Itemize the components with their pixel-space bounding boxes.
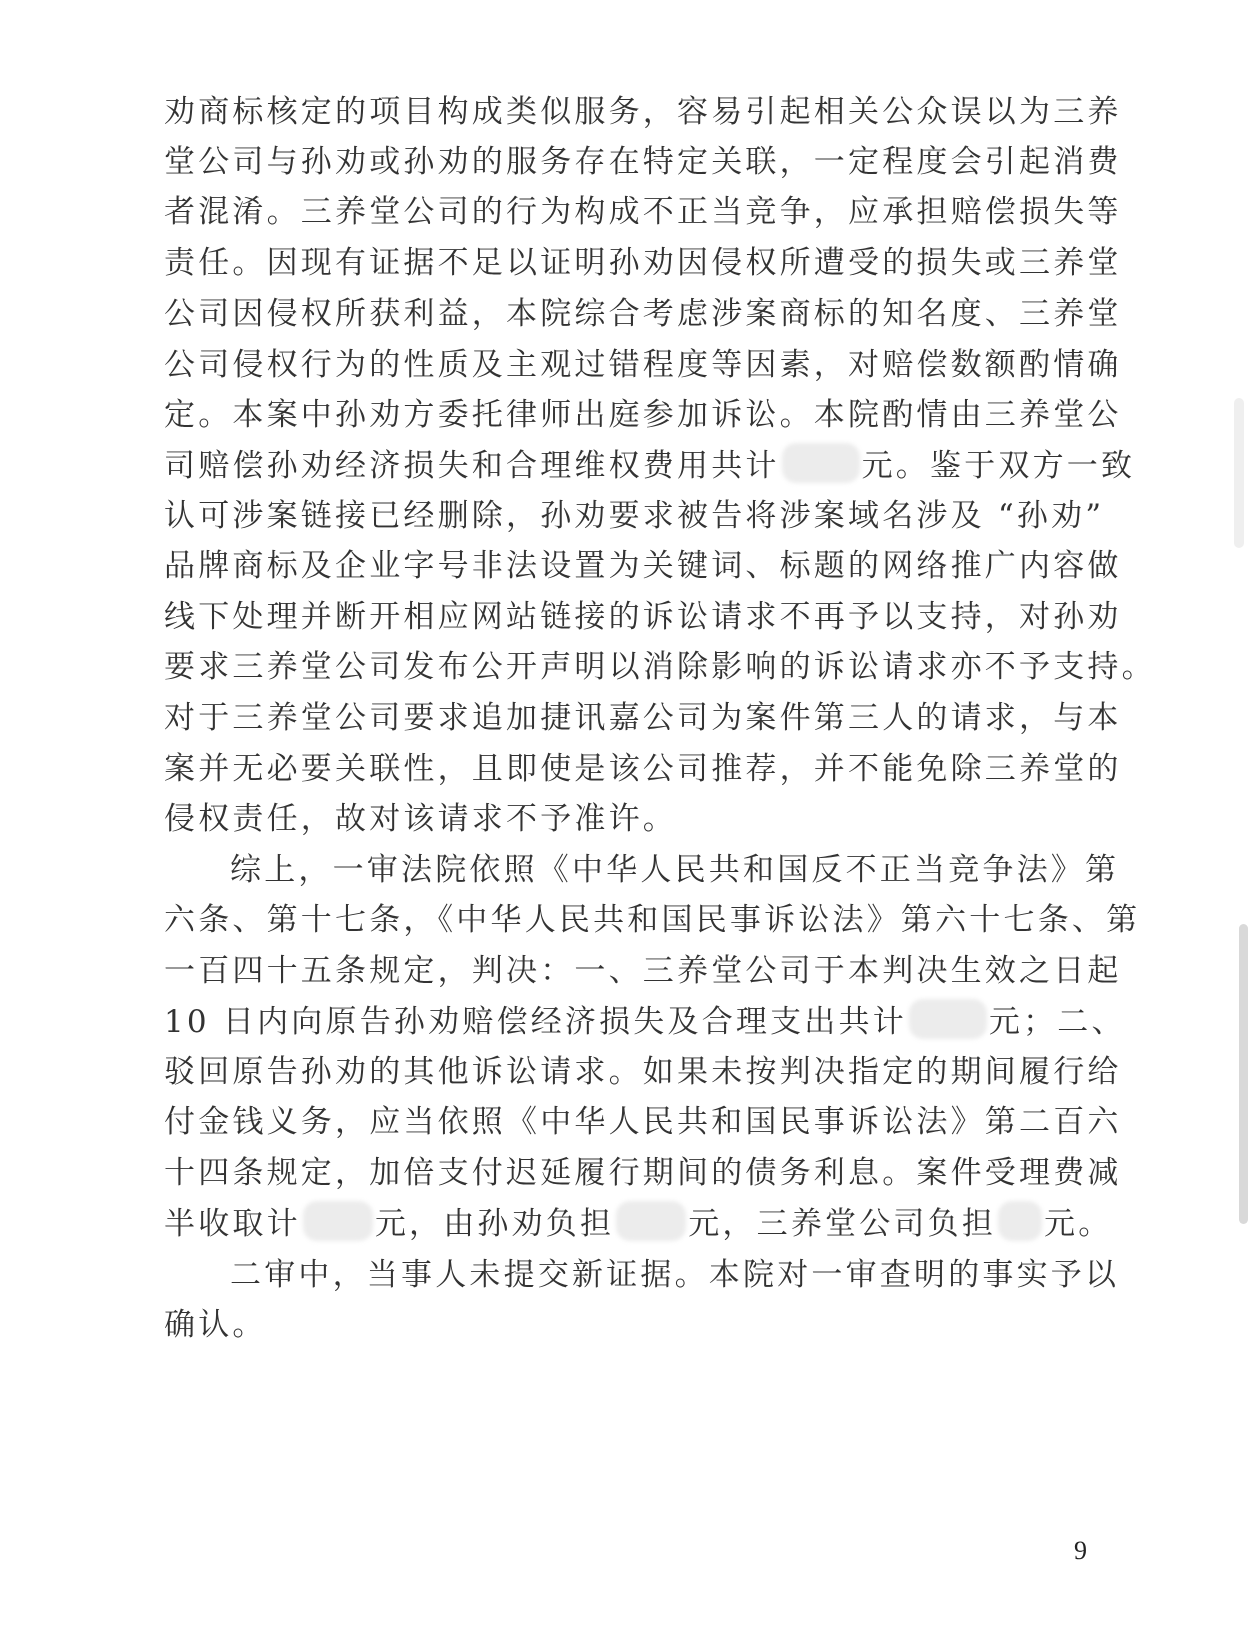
text-line: 案并无必要关联性，且即使是该公司推荐，并不能免除三养堂的 xyxy=(164,751,1122,787)
redacted-amount xyxy=(998,1201,1042,1241)
text-line xyxy=(164,996,1126,1048)
text-line: 确认。 xyxy=(164,1307,267,1343)
redacted-amount xyxy=(303,1201,373,1241)
text-segment: 司赔偿孙劝经济损失和合理维权费用共计 xyxy=(164,448,780,484)
text-line xyxy=(164,1198,1112,1250)
redacted-amount xyxy=(616,1201,686,1241)
text-line: 驳回原告孙劝的其他诉讼请求。如果未按判决指定的期间履行给 xyxy=(164,1054,1122,1090)
text-segment: 元。 xyxy=(1044,1206,1113,1242)
text-line: 定。本案中孙劝方委托律师出庭参加诉讼。本院酌情由三养堂公 xyxy=(164,397,1122,433)
text-line: 侵权责任，故对该请求不予准许。 xyxy=(164,801,677,837)
text-line: 付金钱义务，应当依照《中华人民共和国民事诉讼法》第二百六 xyxy=(164,1104,1122,1140)
redacted-amount xyxy=(909,999,987,1039)
text-line: 十四条规定，加倍支付迟延履行期间的债务利息。案件受理费减 xyxy=(164,1155,1122,1191)
text-line xyxy=(164,440,1135,492)
scrollbar-track[interactable] xyxy=(1234,398,1244,548)
text-line: 公司因侵权所获利益，本院综合考虑涉案商标的知名度、三养堂 xyxy=(164,296,1122,332)
text-line: 劝商标核定的项目构成类似服务，容易引起相关公众误以为三养 xyxy=(164,94,1122,130)
text-line: 者混淆。三养堂公司的行为构成不正当竞争，应承担赔偿损失等 xyxy=(164,194,1122,230)
text-line: 责任。因现有证据不足以证明孙劝因侵权所遭受的损失或三养堂 xyxy=(164,245,1122,281)
text-segment: 10 日内向原告孙劝赔偿经济损失及合理支出共计 xyxy=(164,1004,907,1040)
text-line: 六条、第十七条，《中华人民共和国民事诉讼法》第六十七条、第 xyxy=(164,902,1141,938)
text-line: 一百四十五条规定，判决：一、三养堂公司于本判决生效之日起 xyxy=(164,953,1122,989)
text-line: 公司侵权行为的性质及主观过错程度等因素，对赔偿数额酌情确 xyxy=(164,347,1122,383)
text-line: 线下处理并断开相应网站链接的诉讼请求不再予以支持，对孙劝 xyxy=(164,599,1122,635)
paragraph-start-line: 综上，一审法院依照《中华人民共和国反不正当竞争法》第 xyxy=(230,852,1120,888)
scrollbar-thumb[interactable] xyxy=(1239,924,1248,1224)
text-line: 认可涉案链接已经删除，孙劝要求被告将涉案域名涉及 “孙劝” xyxy=(164,498,1105,534)
paragraph-start-line: 二审中，当事人未提交新证据。本院对一审查明的事实予以 xyxy=(230,1257,1120,1293)
text-segment: 元；二、 xyxy=(988,1004,1126,1040)
text-segment: 半收取计 xyxy=(164,1206,301,1242)
text-segment: 元，由孙劝负担 xyxy=(374,1206,615,1242)
text-line: 要求三养堂公司发布公开声明以消除影响的诉讼请求亦不予支持。 xyxy=(164,649,1156,685)
text-segment: 元，三养堂公司负担 xyxy=(688,1206,997,1242)
text-line: 品牌商标及企业字号非法设置为关键词、标题的网络推广内容做 xyxy=(164,548,1122,584)
text-line: 对于三养堂公司要求追加捷讯嘉公司为案件第三人的请求，与本 xyxy=(164,700,1122,736)
text-segment: 元。鉴于双方一致 xyxy=(861,448,1136,484)
redacted-amount xyxy=(782,443,860,483)
page-number: 9 xyxy=(1074,1536,1087,1565)
text-line: 堂公司与孙劝或孙劝的服务存在特定关联，一定程度会引起消费 xyxy=(164,144,1122,180)
